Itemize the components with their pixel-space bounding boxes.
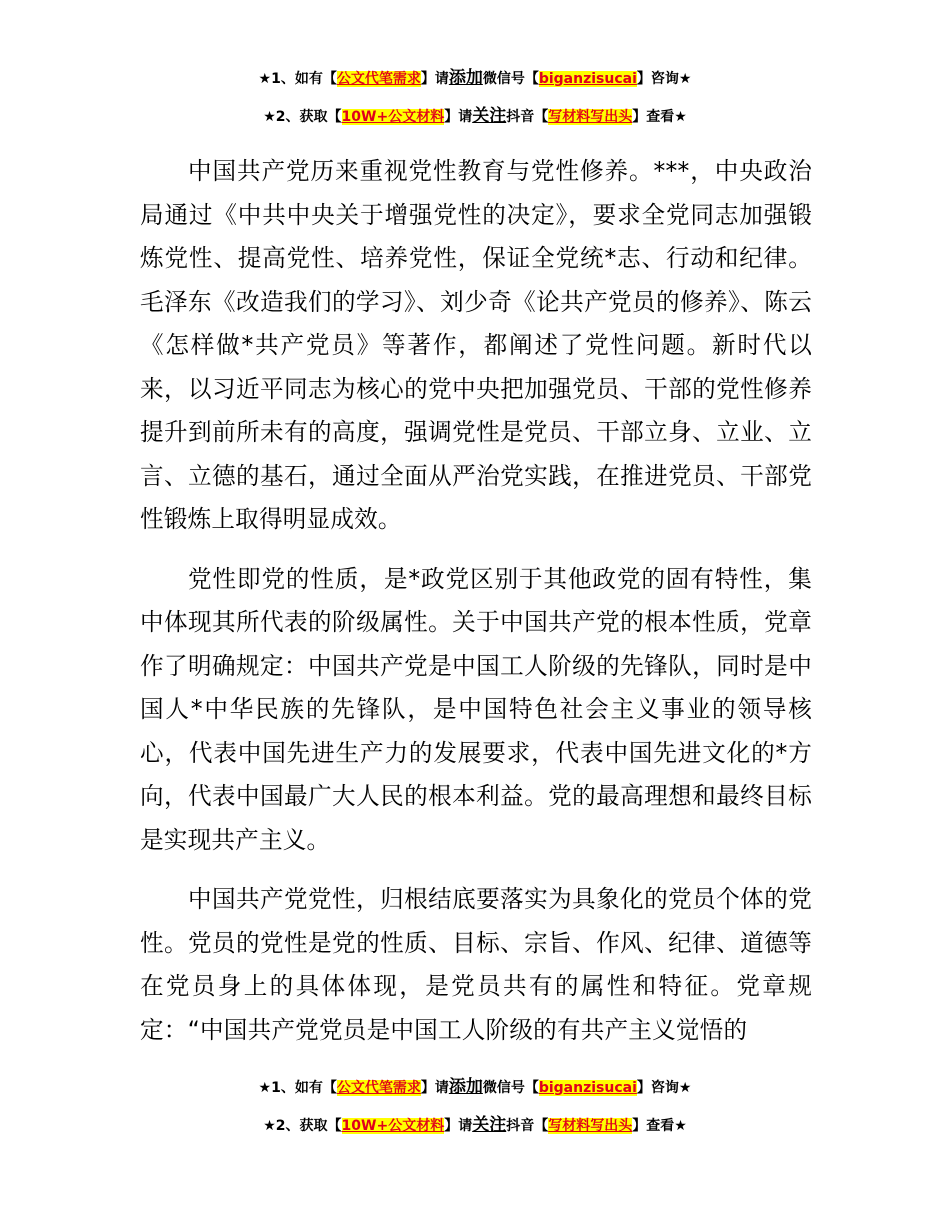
star-icon: ★ [258, 71, 272, 87]
promo-highlight: 10W+公文材料 [341, 1118, 445, 1134]
promo-text: 】请 [420, 1080, 449, 1096]
promo-text: 】请 [444, 109, 473, 125]
promo-text: 】请 [444, 1118, 473, 1134]
footer-promo-line-1 [0, 1077, 950, 1098]
douyin-id-highlight: 写材料写出头 [548, 109, 633, 125]
star-icon: ★ [678, 1080, 692, 1096]
promo-highlight: 10W+公文材料 [341, 109, 445, 125]
wechat-id-highlight: biganzisucai [538, 1080, 637, 1096]
promo-text: 微信号【 [482, 71, 539, 87]
promo-text: 】咨询 [636, 1080, 679, 1096]
promo-emphasis: 关注 [472, 106, 507, 126]
header-promo-line-1 [0, 68, 950, 89]
star-icon: ★ [263, 1118, 276, 1134]
document-body [140, 150, 812, 1052]
promo-text: 抖音【 [506, 109, 549, 125]
promo-text: 】请 [420, 71, 449, 87]
promo-text: 1、如有【 [271, 71, 337, 87]
promo-text: 】查看 [632, 1118, 675, 1134]
header-promo-line-2 [0, 106, 950, 127]
promo-text: 2、获取【 [275, 109, 342, 125]
promo-emphasis: 添加 [448, 68, 483, 88]
promo-text: 1、如有【 [271, 1080, 337, 1096]
star-icon: ★ [674, 109, 687, 125]
body-paragraph: 党性即党的性质，是*政党区别于其他政党的固有特性，集中体现其所代表的阶级属性。关于中国共产党的根本性质，党章作了明确规定：中国共产党是中国工人阶级的先锋队，同时是中国人*中华民族的先锋队，是中国特色社会主义事业的领导核心，代表中国先进生产力的发展要求，代表中国先进文化的*方向，代表中国最广大人民的根本利益。党的最高理想和最终目标是实现共产主义。 [140, 564, 812, 854]
douyin-id-highlight: 写材料写出头 [548, 1118, 633, 1134]
star-icon: ★ [678, 71, 692, 87]
promo-text: 2、获取【 [275, 1118, 342, 1134]
wechat-id-highlight: biganzisucai [538, 71, 637, 87]
footer-promo-line-2 [0, 1115, 950, 1136]
promo-highlight: 公文代笔需求 [336, 71, 421, 87]
star-icon: ★ [263, 109, 276, 125]
promo-text: 抖音【 [506, 1118, 549, 1134]
promo-emphasis: 关注 [472, 1115, 507, 1135]
promo-text: 】咨询 [636, 71, 679, 87]
promo-emphasis: 添加 [448, 1077, 483, 1097]
promo-text: 】查看 [632, 109, 675, 125]
star-icon: ★ [674, 1118, 687, 1134]
promo-text: 微信号【 [482, 1080, 539, 1096]
star-icon: ★ [258, 1080, 272, 1096]
body-paragraph: 中国共产党历来重视党性教育与党性修养。***，中央政治局通过《中共中央关于增强党性的决定》，要求全党同志加强锻炼党性、提高党性、培养党性，保证全党统*志、行动和纪律。毛泽东《改造我们的学习》、刘少奇《论共产党员的修养》、陈云《怎样做*共产党员》等著作，都阐述了党性问题。新时代以来，以习近平同志为核心的党中央把加强党员、干部的党性修养提升到前所未有的高度，强调党性是党员、干部立身、立业、立言、立德的基石，通过全面从严治党实践，在推进党员、干部党性锻炼上取得明显成效。 [140, 157, 812, 533]
promo-highlight: 公文代笔需求 [336, 1080, 421, 1096]
body-paragraph: 中国共产党党性，归根结底要落实为具象化的党员个体的党性。党员的党性是党的性质、目标、宗旨、作风、纪律、道德等在党员身上的具体体现，是党员共有的属性和特征。党章规定：“中国共产党党员是中国工人阶级的有共产主义觉悟的 [140, 885, 812, 1044]
